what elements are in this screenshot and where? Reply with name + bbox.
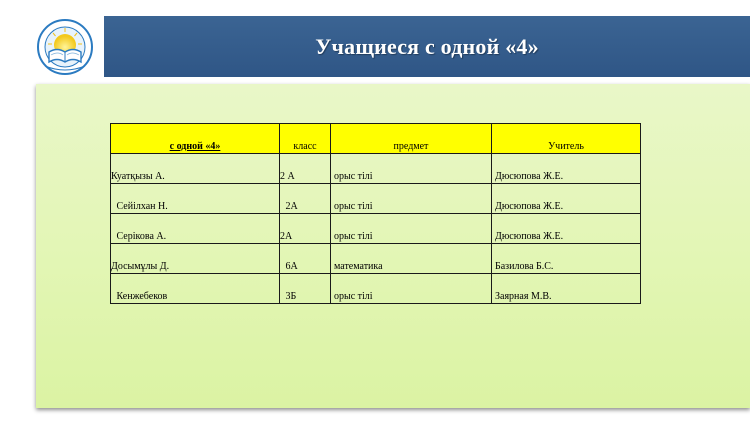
students-table [110,123,641,304]
table-row [111,154,641,184]
cell-subject: орыс тілі [331,154,492,184]
cell-class: 3Б [280,274,331,304]
cell-class: 2А [280,214,331,244]
table-row [111,274,641,304]
cell-student: Кенжебеков [111,274,280,304]
cell-teacher: Дюсюпова Ж.Е. [492,214,641,244]
cell-teacher: Заярная М.В. [492,274,641,304]
table-row [111,214,641,244]
cell-teacher: Дюсюпова Ж.Е. [492,154,641,184]
table-row [111,244,641,274]
cell-class: 6А [280,244,331,274]
table-header-row [111,124,641,154]
title-bar [104,16,750,77]
cell-teacher: Базилова Б.С. [492,244,641,274]
slide-header [0,14,750,78]
table-row [111,184,641,214]
cell-subject: математика [331,244,492,274]
cell-student: Серікова А. [111,214,280,244]
open-book-sun-emblem-icon [27,18,103,76]
header-teacher: Учитель [492,124,641,154]
slide-title: Учащиеся с одной «4» [315,33,539,59]
cell-subject: орыс тілі [331,184,492,214]
cell-class: 2 А [280,154,331,184]
header-subject: предмет [331,124,492,154]
logo [27,18,103,76]
cell-class: 2А [280,184,331,214]
cell-subject: орыс тілі [331,274,492,304]
header-class: класс [280,124,331,154]
cell-student: Досымұлы Д. [111,244,280,274]
cell-student: Куатқызы А. [111,154,280,184]
cell-student: Сейілхан Н. [111,184,280,214]
header-student: с одной «4» [111,124,280,154]
cell-subject: орыс тілі [331,214,492,244]
cell-teacher: Дюсюпова Ж.Е. [492,184,641,214]
